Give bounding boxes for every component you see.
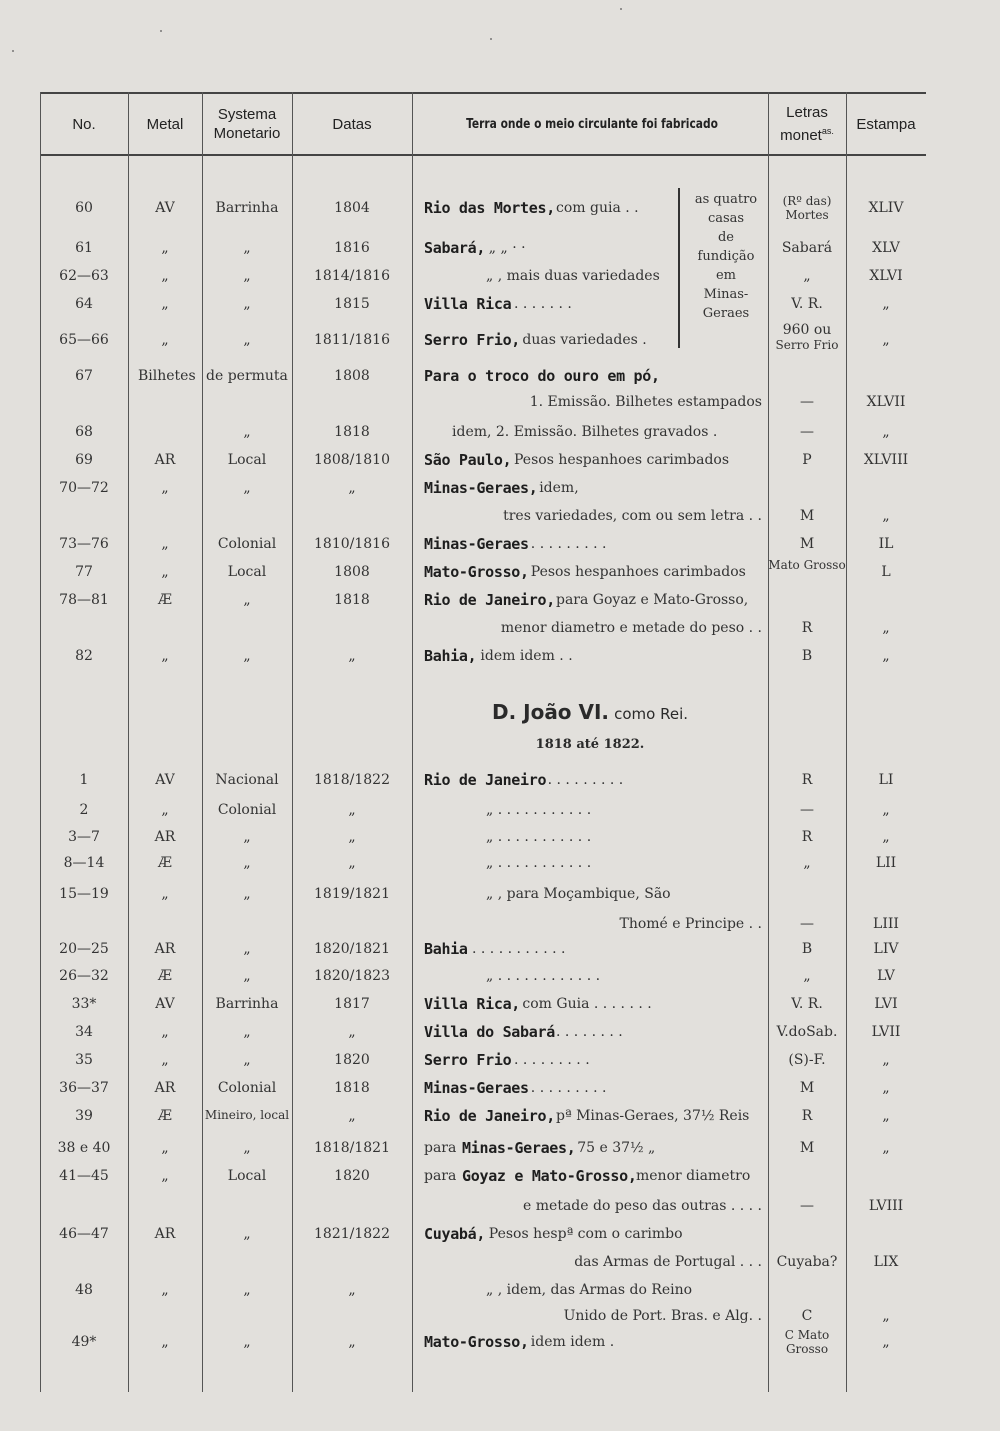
- row-number: 49*: [71, 1334, 97, 1350]
- row-datas: 1810/1816: [314, 536, 390, 552]
- row-metal: „: [161, 480, 169, 496]
- row-estampa: IL: [878, 536, 894, 552]
- row-place-prefix: para: [424, 1168, 457, 1184]
- row-metal: Æ: [157, 968, 172, 984]
- row-place: Minas-Geraes,: [462, 1139, 576, 1157]
- row-description: tres variedades, com ou sem letra . .: [503, 508, 762, 524]
- row-datas: „: [348, 1282, 356, 1298]
- row-number: 33*: [71, 996, 97, 1012]
- row-estampa: „: [882, 296, 890, 312]
- row-estampa: „: [882, 508, 890, 524]
- row-number: 3—7: [68, 829, 100, 845]
- row-systema: Local: [227, 564, 267, 580]
- row-number: 82: [75, 648, 93, 664]
- row-letras: R: [801, 1108, 813, 1124]
- row-letras: „: [803, 855, 811, 871]
- brace-line: casas: [707, 211, 745, 226]
- row-metal: Bilhetes: [138, 368, 196, 384]
- row-place: Rio de Janeiro: [424, 771, 547, 789]
- row-estampa: L: [881, 564, 891, 580]
- row-systema: „: [243, 829, 251, 845]
- row-number: 69: [75, 452, 93, 468]
- row-metal: „: [161, 1168, 169, 1184]
- row-datas: 1804: [334, 200, 370, 216]
- row-letras: V. R.: [791, 996, 823, 1012]
- row-place: Villa Rica: [424, 295, 512, 313]
- row-description: „ . . . . . . . . . . .: [486, 855, 592, 871]
- header-bottom-border: [40, 154, 926, 156]
- section-title-main: D. João VI.: [491, 700, 610, 724]
- row-number: 15—19: [59, 886, 109, 902]
- row-place: Mato-Grosso,: [424, 1333, 529, 1351]
- row-systema: „: [243, 268, 251, 284]
- row-datas: 1818: [334, 424, 370, 440]
- row-metal: „: [161, 1334, 169, 1350]
- row-estampa: XLVII: [866, 394, 906, 410]
- col-divider-3: [292, 92, 293, 1392]
- row-datas: „: [348, 829, 356, 845]
- row-systema: „: [243, 968, 251, 984]
- row-description: e metade do peso das outras . . . .: [523, 1198, 762, 1214]
- row-number: 67: [75, 368, 93, 384]
- row-description: „ . . . . . . . . . . .: [486, 829, 592, 845]
- header-estampa: Estampa: [856, 115, 916, 133]
- row-description: para Goyaz e Mato-Grosso,: [556, 592, 749, 608]
- row-datas: 1814/1816: [314, 268, 390, 284]
- row-datas: 1818: [334, 1080, 370, 1096]
- header-letras-text: Letras monet: [780, 104, 828, 144]
- row-place: Goyaz e Mato-Grosso,: [462, 1167, 637, 1185]
- brace-line: em: [715, 268, 737, 283]
- row-metal: AR: [154, 452, 176, 468]
- row-place: Para o troco do ouro em pó,: [424, 367, 660, 385]
- row-description: . . . . . . . . . . .: [472, 941, 566, 957]
- brace-line: de: [717, 230, 734, 245]
- row-place: Bahia: [424, 940, 468, 958]
- row-number: 20—25: [59, 941, 109, 957]
- row-datas: 1818/1821: [314, 1140, 390, 1156]
- row-estampa: „: [882, 1334, 890, 1350]
- row-letras: Mato Grosso: [768, 558, 846, 572]
- row-estampa: „: [882, 1052, 890, 1068]
- row-datas: 1820: [334, 1052, 370, 1068]
- brace-line: fundição: [697, 249, 755, 264]
- brace-text: [684, 190, 768, 323]
- row-letras: R: [801, 772, 813, 788]
- row-number: 62—63: [59, 268, 109, 284]
- row-description: idem, 2. Emissão. Bilhetes gravados .: [452, 424, 718, 440]
- row-metal: Æ: [157, 592, 172, 608]
- row-letras: M: [799, 508, 815, 524]
- row-description: Pesos hespanhoes carimbados: [514, 452, 730, 468]
- row-metal: „: [161, 240, 169, 256]
- row-description: 75 e 37½ „: [577, 1140, 656, 1156]
- row-letras: (S)-F.: [788, 1052, 826, 1068]
- row-datas: 1816: [334, 240, 370, 256]
- row-place: Cuyabá,: [424, 1225, 486, 1243]
- row-systema: „: [243, 1052, 251, 1068]
- row-datas: 1821/1822: [314, 1226, 390, 1242]
- row-estampa: „: [882, 1140, 890, 1156]
- row-letras: „: [803, 268, 811, 284]
- row-estampa: LVII: [871, 1024, 901, 1040]
- row-metal: „: [161, 268, 169, 284]
- row-metal: „: [161, 564, 169, 580]
- row-systema: „: [243, 424, 251, 440]
- row-place: São Paulo,: [424, 451, 512, 469]
- row-description: . . . . . . .: [514, 296, 572, 312]
- row-estampa: LVIII: [868, 1198, 904, 1214]
- row-description: duas variedades .: [522, 332, 647, 348]
- row-letras: M: [799, 1080, 815, 1096]
- section-title: [410, 700, 770, 724]
- row-metal: AV: [155, 996, 175, 1012]
- paper-speck: [12, 50, 14, 52]
- row-number: 46—47: [59, 1226, 109, 1242]
- row-metal: AR: [154, 1080, 176, 1096]
- row-datas: 1819/1821: [314, 886, 390, 902]
- row-estampa: LVI: [874, 996, 898, 1012]
- row-place: Mato-Grosso,: [424, 563, 529, 581]
- row-letras-sub: Serro Frio: [775, 338, 839, 352]
- row-place: Serro Frio: [424, 1051, 512, 1069]
- row-description: 1. Emissão. Bilhetes estampados: [529, 394, 762, 410]
- row-description: Thomé e Principe . .: [619, 916, 762, 932]
- header-metal: Metal: [146, 115, 184, 133]
- row-estampa: XLVIII: [863, 452, 909, 468]
- row-systema: „: [243, 941, 251, 957]
- row-letras: „: [803, 968, 811, 984]
- brace-line: Geraes: [702, 306, 750, 321]
- row-number: 61: [75, 240, 93, 256]
- row-description: com guia . .: [556, 200, 639, 216]
- row-description: „ . . . . . . . . . . . .: [486, 968, 601, 984]
- row-datas: 1808: [334, 368, 370, 384]
- row-estampa: „: [882, 620, 890, 636]
- row-estampa: „: [882, 332, 890, 348]
- row-letras: 960 ou: [782, 322, 832, 338]
- row-metal: Æ: [157, 1108, 172, 1124]
- row-letras: —: [800, 424, 814, 440]
- row-description: idem idem . .: [480, 648, 573, 664]
- row-place: Rio das Mortes,: [424, 199, 555, 217]
- col-divider-2: [202, 92, 203, 1392]
- row-systema: de permuta: [206, 368, 288, 384]
- header-letras-sup: as.: [821, 126, 834, 136]
- row-estampa: XLIV: [868, 200, 904, 216]
- row-number: 2: [79, 802, 89, 818]
- row-letras: —: [800, 916, 814, 932]
- row-number: 39: [75, 1108, 93, 1124]
- row-place: Villa do Sabará: [424, 1023, 555, 1041]
- row-number: 60: [75, 200, 93, 216]
- row-datas: 1811/1816: [314, 332, 390, 348]
- row-number: 41—45: [59, 1168, 109, 1184]
- row-estampa: LIV: [873, 941, 899, 957]
- row-estampa: LI: [878, 772, 894, 788]
- row-description: . . . . . . . .: [556, 1024, 623, 1040]
- header-no: No.: [72, 115, 96, 133]
- row-description: menor diametro e metade do peso . .: [500, 620, 762, 636]
- row-systema: „: [243, 886, 251, 902]
- row-systema: Colonial: [217, 1080, 277, 1096]
- row-metal: „: [161, 296, 169, 312]
- row-estampa: XLV: [872, 240, 900, 256]
- row-datas: „: [348, 1334, 356, 1350]
- row-number: 38 e 40: [57, 1140, 111, 1156]
- header-terra: Terra onde o meio circulante foi fabricado: [466, 116, 718, 132]
- row-place: Serro Frio,: [424, 331, 521, 349]
- row-metal: „: [161, 1140, 169, 1156]
- row-systema: „: [243, 1282, 251, 1298]
- row-metal: „: [161, 886, 169, 902]
- row-metal: „: [161, 802, 169, 818]
- row-metal: „: [161, 1024, 169, 1040]
- row-datas: 1818: [334, 592, 370, 608]
- row-number: 26—32: [59, 968, 109, 984]
- row-description: Unido de Port. Bras. e Alg. .: [563, 1308, 762, 1324]
- row-letras: Cuyaba?: [776, 1254, 838, 1270]
- row-estampa: LV: [877, 968, 895, 984]
- row-estampa: LII: [875, 855, 897, 871]
- row-letras: (Rº das) Mortes: [782, 194, 832, 222]
- row-letras: —: [800, 802, 814, 818]
- row-datas: „: [348, 802, 356, 818]
- row-systema: „: [243, 240, 251, 256]
- row-description: das Armas de Portugal . . .: [574, 1254, 762, 1270]
- row-number: 34: [75, 1024, 93, 1040]
- row-systema: „: [243, 1334, 251, 1350]
- row-estampa: „: [882, 424, 890, 440]
- row-estampa: „: [882, 1080, 890, 1096]
- row-place: Rio de Janeiro,: [424, 591, 555, 609]
- row-description: „ , para Moçambique, São: [486, 886, 671, 902]
- row-description: idem idem .: [530, 1334, 615, 1350]
- row-metal: „: [161, 536, 169, 552]
- row-datas: 1818/1822: [314, 772, 390, 788]
- row-estampa: LIII: [873, 916, 899, 932]
- paper-speck: [490, 38, 492, 40]
- row-metal: AR: [154, 941, 176, 957]
- row-place: Minas-Geraes: [424, 535, 529, 553]
- row-number: 70—72: [59, 480, 109, 496]
- row-description: Pesos hespanhoes carimbados: [530, 564, 746, 580]
- row-systema: Local: [227, 1168, 267, 1184]
- row-datas: 1808: [334, 564, 370, 580]
- row-description: com Guia . . . . . . .: [522, 996, 652, 1012]
- row-datas: „: [348, 1024, 356, 1040]
- row-description: . . . . . . . . .: [530, 1080, 607, 1096]
- row-description: . . . . . . . . .: [514, 1052, 590, 1068]
- row-letras: M: [799, 1140, 815, 1156]
- row-metal: AR: [154, 1226, 176, 1242]
- paper-speck: [620, 8, 622, 10]
- row-letras: —: [800, 1198, 814, 1214]
- row-systema: „: [243, 592, 251, 608]
- row-letras: C: [801, 1308, 813, 1324]
- header-systema: Systema Monetario: [213, 106, 281, 142]
- row-description: . . . . . . . . .: [547, 772, 624, 788]
- row-datas: 1820: [334, 1168, 370, 1184]
- row-metal: AR: [154, 829, 176, 845]
- row-description: . . . . . . . . .: [530, 536, 607, 552]
- row-systema: Local: [227, 452, 267, 468]
- row-systema: Colonial: [217, 536, 277, 552]
- row-metal: „: [161, 332, 169, 348]
- row-systema: Mineiro, local: [204, 1108, 290, 1122]
- row-datas: „: [348, 855, 356, 871]
- row-datas: „: [348, 1108, 356, 1124]
- row-number: 68: [75, 424, 93, 440]
- row-estampa: LIX: [873, 1254, 899, 1270]
- row-letras: B: [801, 941, 813, 957]
- row-estampa: „: [882, 1308, 890, 1324]
- row-estampa: „: [882, 802, 890, 818]
- row-datas: „: [348, 480, 356, 496]
- row-systema: Barrinha: [215, 200, 279, 216]
- row-metal: „: [161, 648, 169, 664]
- row-description: „ . . . . . . . . . . .: [486, 802, 592, 818]
- row-description: pª Minas-Geraes, 37½ Reis: [556, 1108, 750, 1124]
- row-letras: P: [802, 452, 812, 468]
- row-datas: 1815: [334, 296, 370, 312]
- row-metal: AV: [155, 200, 175, 216]
- col-divider-6: [846, 92, 847, 1392]
- row-place: Minas-Geraes: [424, 1079, 529, 1097]
- row-description: Pesos hespª com o carimbo: [488, 1226, 683, 1242]
- row-letras: V. R.: [791, 296, 823, 312]
- row-datas: „: [348, 648, 356, 664]
- row-place: Sabará,: [424, 239, 486, 257]
- row-place: Bahia,: [424, 647, 477, 665]
- row-systema: „: [243, 332, 251, 348]
- header-datas: Datas: [332, 115, 372, 133]
- row-number: 48: [75, 1282, 93, 1298]
- header-letras: [768, 94, 846, 154]
- row-number: 36—37: [59, 1080, 109, 1096]
- row-number: 64: [75, 296, 93, 312]
- row-letras: R: [801, 620, 813, 636]
- row-place: Villa Rica,: [424, 995, 521, 1013]
- col-divider-1: [128, 92, 129, 1392]
- row-metal: „: [161, 1282, 169, 1298]
- brace-line: Minas-: [703, 287, 749, 302]
- row-description: idem,: [539, 480, 579, 496]
- row-metal: AV: [155, 772, 175, 788]
- row-description: „ „ · ·: [488, 240, 526, 256]
- row-systema: Barrinha: [215, 996, 279, 1012]
- row-description: „ , mais duas variedades: [486, 268, 660, 284]
- row-letras: C Mato Grosso: [784, 1328, 830, 1356]
- row-systema: „: [243, 1226, 251, 1242]
- row-letras: B: [801, 648, 813, 664]
- section-title-sub: como Rei.: [614, 705, 689, 723]
- row-systema: Colonial: [217, 802, 277, 818]
- row-letras: M: [799, 536, 815, 552]
- row-place: Rio de Janeiro,: [424, 1107, 555, 1125]
- row-number: 1: [79, 772, 89, 788]
- row-number: 65—66: [59, 332, 109, 348]
- row-estampa: „: [882, 829, 890, 845]
- row-number: 78—81: [59, 592, 109, 608]
- row-number: 8—14: [63, 855, 105, 871]
- row-letras: R: [801, 829, 813, 845]
- brace-line: as quatro: [694, 192, 758, 207]
- row-datas: 1817: [334, 996, 370, 1012]
- row-systema: „: [243, 648, 251, 664]
- paper-speck: [160, 30, 162, 32]
- row-estampa: XLVI: [869, 268, 903, 284]
- row-datas: 1808/1810: [314, 452, 390, 468]
- row-place-prefix: para: [424, 1140, 457, 1156]
- row-systema: „: [243, 480, 251, 496]
- row-place: Minas-Geraes,: [424, 479, 538, 497]
- row-systema: „: [243, 1140, 251, 1156]
- section-years: 1818 até 1822.: [535, 737, 645, 752]
- row-number: 73—76: [59, 536, 109, 552]
- row-systema: „: [243, 296, 251, 312]
- row-letras: V.doSab.: [776, 1024, 838, 1040]
- row-estampa: „: [882, 648, 890, 664]
- table-left-border: [40, 92, 41, 1392]
- row-metal: Æ: [157, 855, 172, 871]
- row-systema: „: [243, 1024, 251, 1040]
- row-letras: Sabará: [781, 240, 833, 256]
- row-datas: 1820/1821: [314, 941, 390, 957]
- row-metal: „: [161, 1052, 169, 1068]
- row-systema: Nacional: [215, 772, 279, 788]
- row-description: „ , idem, das Armas do Reino: [486, 1282, 693, 1298]
- row-estampa: „: [882, 1108, 890, 1124]
- row-description: menor diametro: [636, 1168, 751, 1184]
- row-number: 77: [75, 564, 93, 580]
- row-datas: 1820/1823: [314, 968, 390, 984]
- row-systema: „: [243, 855, 251, 871]
- row-letras: —: [800, 394, 814, 410]
- row-number: 35: [75, 1052, 93, 1068]
